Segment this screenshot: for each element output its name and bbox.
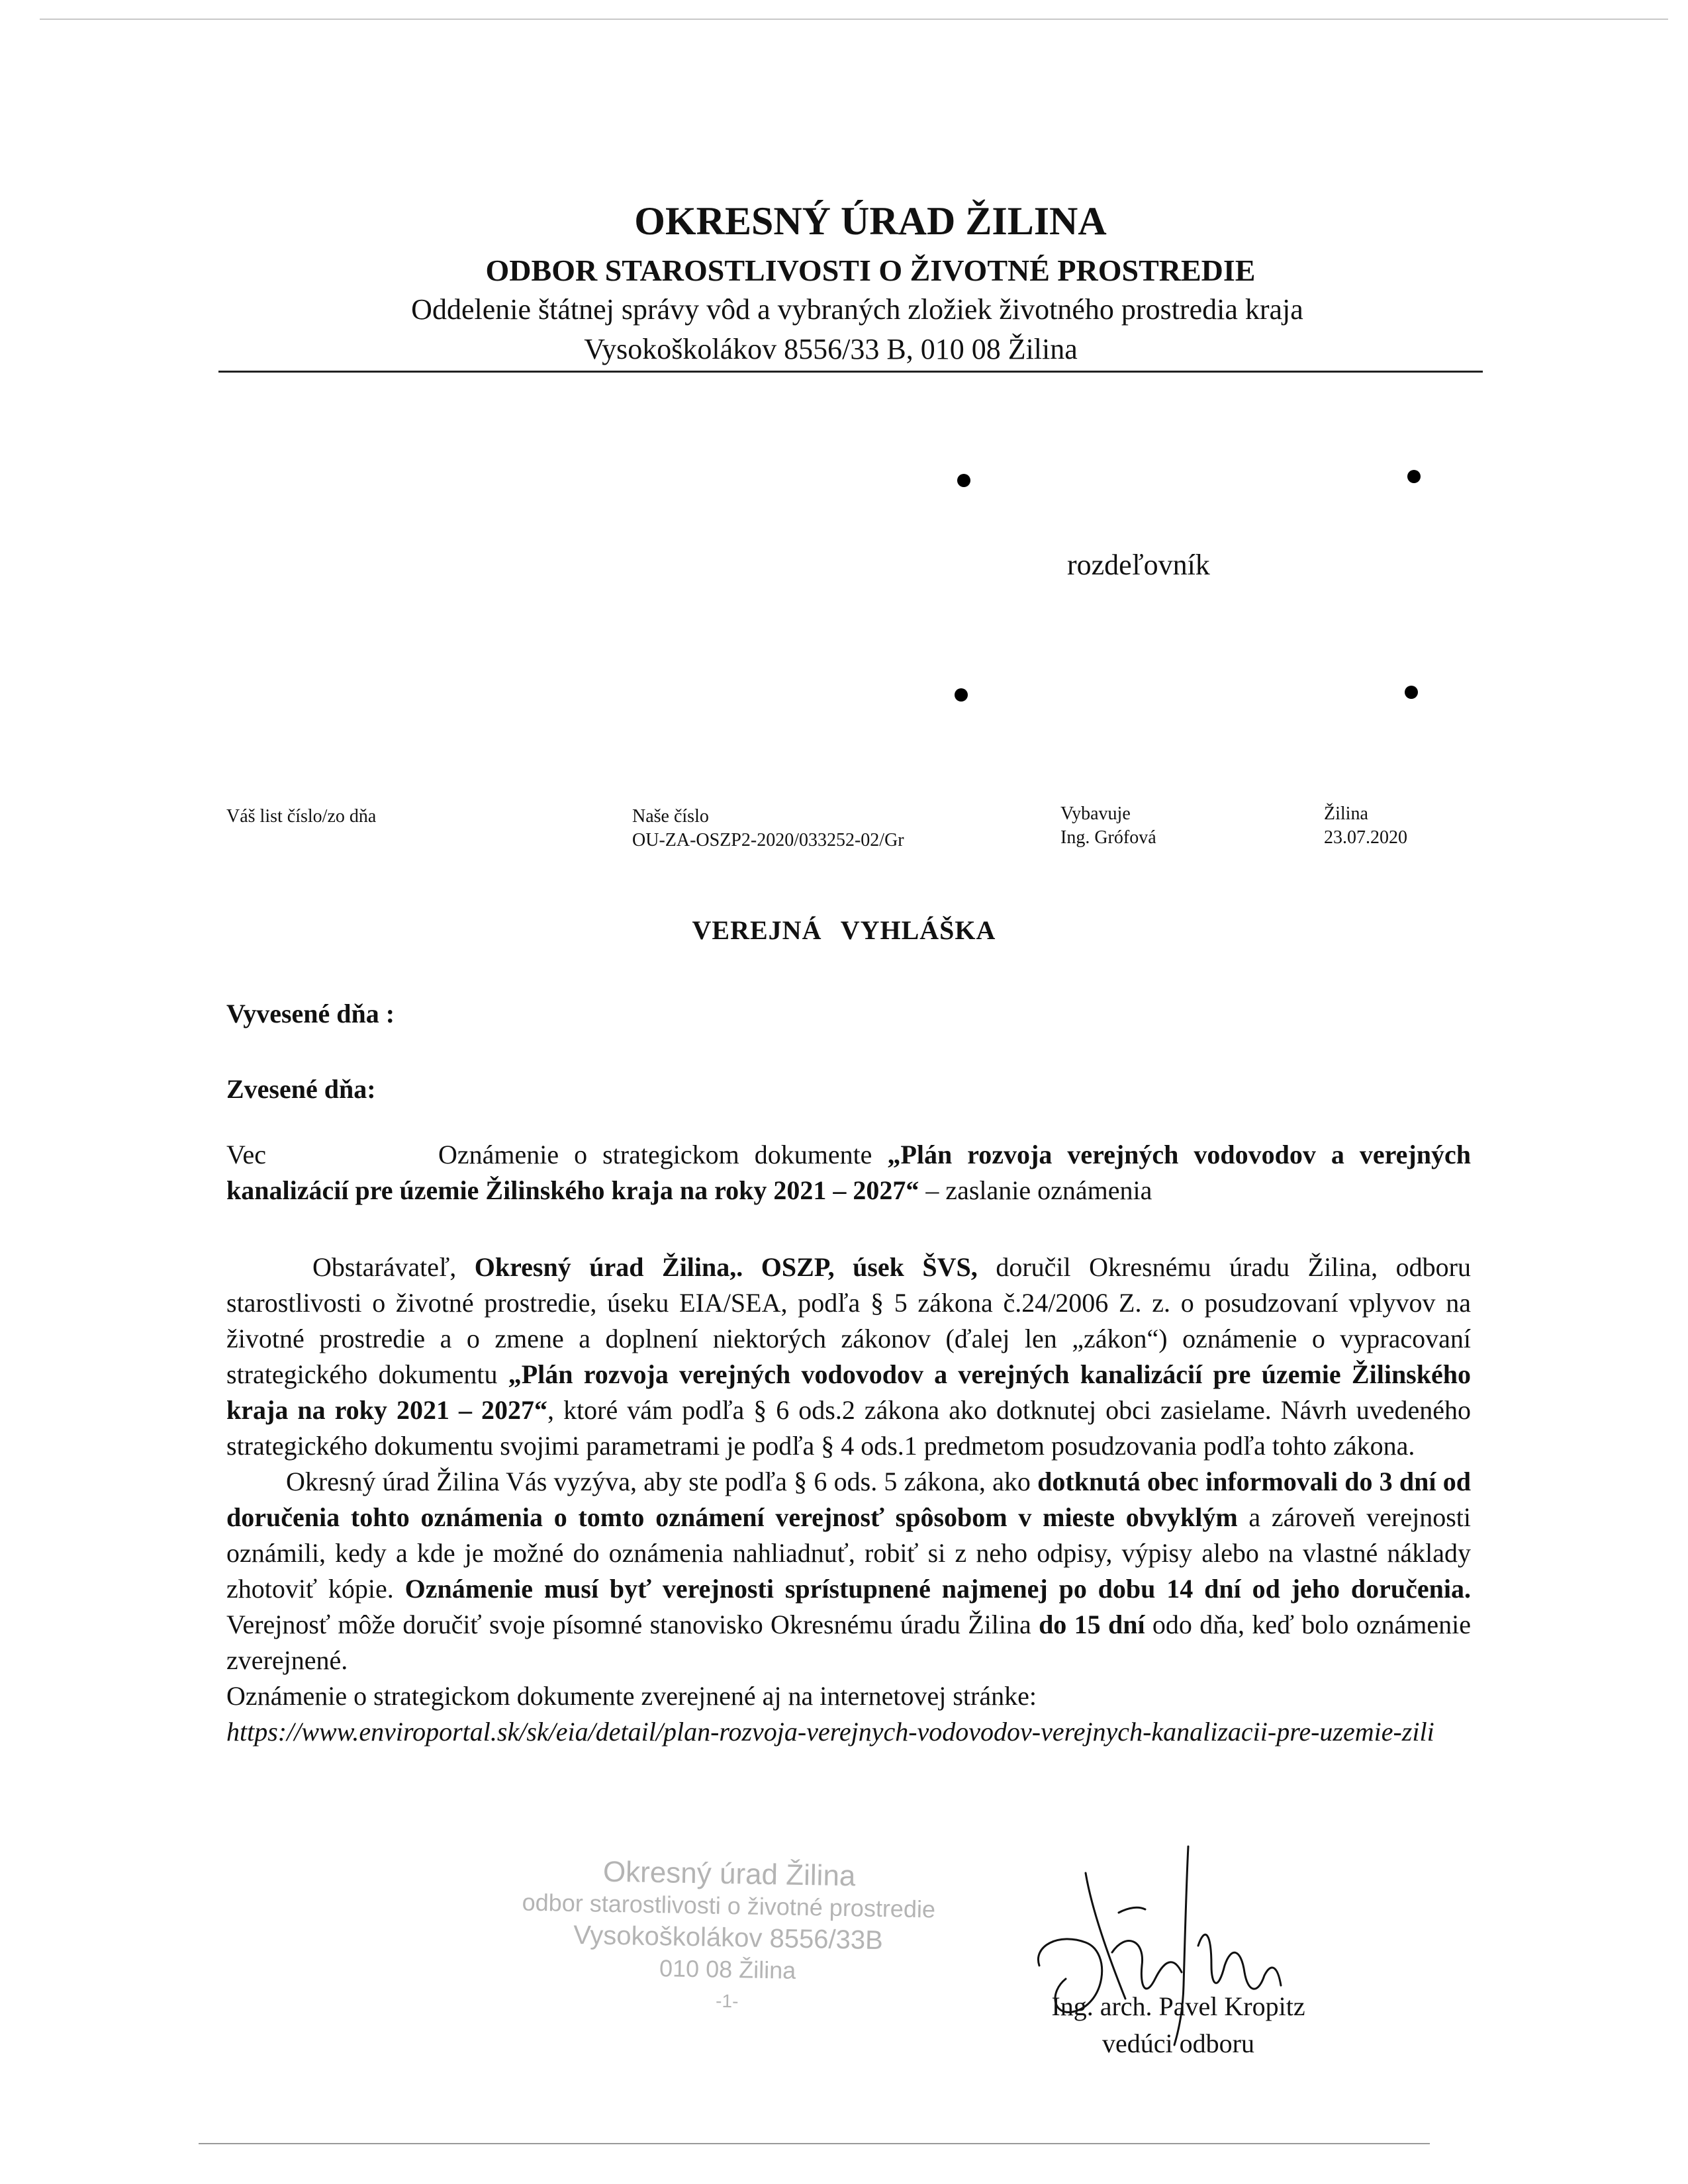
signer-block — [1019, 1988, 1337, 2062]
paragraph-3: Oznámenie o strategickom dokumente zverejnené aj na internetovej stránke: — [226, 1681, 1037, 1711]
address-window-mark-bottom-right — [1405, 686, 1418, 699]
handled-by-block — [1060, 802, 1156, 850]
enviroportal-link[interactable]: https://www.enviroportal.sk/sk/eia/detail/plan-rozvoja-verejnych-vodovodov-verejnych-kanalizacii-pre-uzemie-zili — [226, 1717, 1434, 1747]
office-address: Vysokoškolákov 8556/33 B, 010 08 Žilina — [584, 333, 1078, 365]
our-number-value: OU-ZA-OSZP2-2020/033252-02/Gr — [632, 830, 904, 850]
address-window-mark-top-right — [1407, 470, 1421, 483]
p1-text-a: Obstarávateľ, — [312, 1252, 475, 1282]
subject-block — [226, 1137, 1471, 1208]
signer-role: vedúci odboru — [1102, 2028, 1254, 2058]
office-stamp — [489, 1854, 968, 2022]
p2-bold-b: dotknutá obec informovali do 3 dní od doručenia tohto oznámenia o tomto oznámení verejnosť spôsobom v mieste obvyklým — [226, 1467, 1471, 1532]
stamp-line-4: 010 08 Žilina — [659, 1954, 796, 1984]
date: 23.07.2020 — [1324, 827, 1407, 848]
subject-intro: Oznámenie o strategickom dokumente — [438, 1140, 888, 1169]
department-name: ODBOR STAROSTLIVOSTI O ŽIVOTNÉ PROSTREDIE — [485, 253, 1256, 287]
stamp-line-2: odbor starostlivosti o životné prostredie — [522, 1888, 936, 1923]
stamp-line-1: Okresný úrad Žilina — [602, 1855, 856, 1893]
signer-name: Ing. arch. Pavel Kropitz — [1051, 1991, 1305, 2021]
our-number-label: Naše číslo — [632, 806, 709, 827]
p1-text-e: , ktoré vám podľa § 6 ods.2 zákona ako dotknutej obci zasielame. Návrh uvedeného strategického dokumentu svojimi parametrami je podľa § 4 ods.1 predmetom posudzovania podľa tohto zákona. — [226, 1395, 1472, 1461]
our-number-block — [632, 805, 904, 852]
subject-end: – zaslanie oznámenia — [919, 1175, 1152, 1205]
address-window-mark-top-left — [957, 474, 970, 487]
p2-text-a: Okresný úrad Žilina Vás vyzýva, aby ste podľa § 6 ods. 5 zákona, ako — [286, 1467, 1038, 1496]
p2-text-g: odo dňa, keď bolo oznámenie zverejnené. — [226, 1610, 1471, 1675]
p2-bold-f: do 15 dní — [1039, 1610, 1145, 1639]
stamp-line-3: Vysokoškolákov 8556/33B — [573, 1920, 884, 1956]
handled-by-label: Vybavuje — [1060, 803, 1131, 824]
place: Žilina — [1324, 803, 1368, 824]
scan-edge-bottom — [199, 2143, 1430, 2144]
posted-date-label: Vyvesené dňa : — [226, 999, 395, 1028]
document-title: VEREJNÁ VYHLÁŠKA — [692, 915, 996, 945]
office-name: OKRESNÝ ÚRAD ŽILINA — [634, 199, 1107, 243]
address-window-mark-bottom-left — [955, 688, 968, 702]
your-letter-label: Váš list číslo/zo dňa — [226, 806, 377, 827]
paragraph-1 — [226, 1250, 1471, 1464]
header-divider — [218, 371, 1483, 373]
p1-bold-d: „Plán rozvoja verejných vodovodov a verejných kanalizácií pre územie Žilinského kraja na roky 2021 – 2027“ — [226, 1359, 1471, 1425]
p2-bold-d: Oznámenie musí byť verejnosti sprístupnené najmenej po dobu 14 dní od jeho doručenia. — [404, 1574, 1471, 1604]
place-date-block — [1324, 802, 1407, 850]
scan-edge-top — [40, 19, 1668, 20]
letter-body — [226, 1250, 1471, 1750]
your-letter-block — [226, 805, 376, 829]
removed-date-label: Zvesené dňa: — [226, 1074, 376, 1104]
p1-bold-b: Okresný úrad Žilina,. OSZP, úsek ŠVS, — [474, 1252, 978, 1282]
paragraph-2 — [226, 1464, 1471, 1678]
p1-text-c: doručil Okresnému úradu Žilina, odboru starostlivosti o životné prostredie, úseku EIA/SEA, podľa § 5 zákona č.24/2006 Z. z. o posudzovaní vplyvov na životné prostredie a o zmene a doplnení niektorých zákonov (ďalej len „zákon“) oznámenie o vypracovaní strategického dokumentu — [226, 1252, 1471, 1389]
p2-text-c: a zároveň verejnosti oznámili, kedy a kde je možné do oznámenia nahliadnuť, robiť si z neho odpisy, výpisy alebo na vlastné náklady zhotoviť kópie. — [226, 1502, 1471, 1604]
handled-by-value: Ing. Grófová — [1060, 827, 1156, 848]
p2-text-e: Verejnosť môže doručiť svoje písomné stanovisko Okresnému úradu Žilina — [226, 1610, 1039, 1639]
subject-document-name: „Plán rozvoja verejných vodovodov a verejných kanalizácií pre územie Žilinského kraja na roky 2021 – 2027“ — [226, 1140, 1471, 1205]
subject-label: Vec — [226, 1140, 266, 1169]
recipient: rozdeľovník — [1067, 549, 1210, 581]
stamp-line-5: -1- — [715, 1990, 739, 2012]
section-name: Oddelenie štátnej správy vôd a vybraných zložiek životného prostredia kraja — [411, 293, 1303, 326]
